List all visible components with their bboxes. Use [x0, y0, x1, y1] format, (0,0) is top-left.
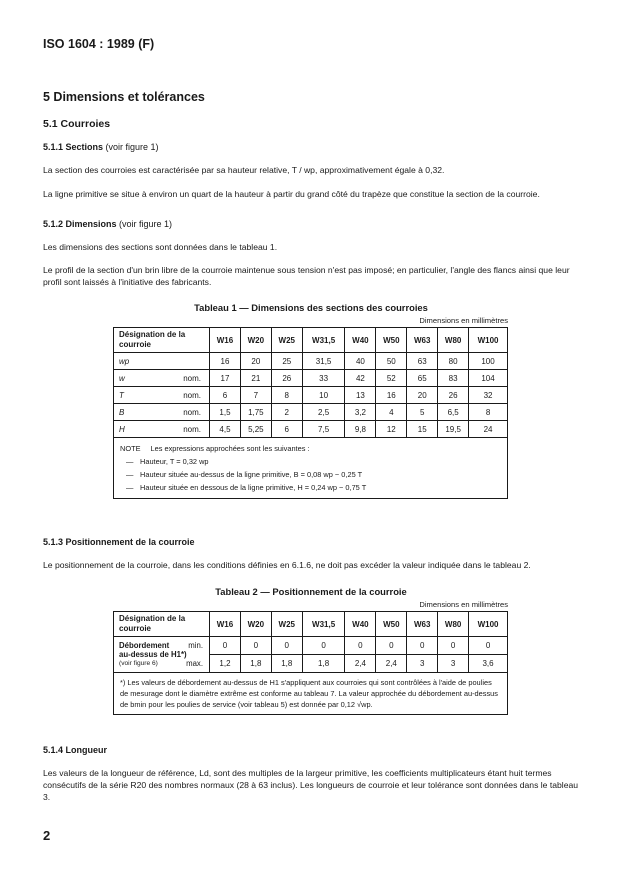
subsection-title: 5.1 Courroies: [43, 118, 111, 130]
row-symbol: B: [119, 407, 125, 417]
table-cell: 4: [376, 404, 407, 421]
table-cell: 32: [469, 387, 508, 404]
table-cell: 40: [345, 353, 376, 370]
row-symbol: w: [119, 373, 125, 383]
overflow-label: [114, 637, 210, 673]
table-footnote: *) Les valeurs de débordement au-dessus de H1 s'appliquent aux courroies qui sont contrôlées à l'aide de poulies de mesurage dont le diamètre extrême est conforme au tableau 7. La valeur approchée du débordement au-dessus de bmin pour les poulies de service (voir tableau 5) est donnée par 0,12 √wp.: [114, 673, 508, 715]
row-suffix: nom.: [183, 390, 201, 400]
table-cell: 4,5: [210, 421, 241, 438]
paragraph: Les valeurs de la longueur de référence, Ld, sont des multiples de la largeur primitive, les coefficients multiplicateurs étant huit termes consécutifs de la série R20 des nombres normaux (28 à 63 inclus). Les longueurs de courroie et leur tolérance sont données dans le tableau 3.: [43, 768, 579, 802]
row-symbol: wp: [119, 356, 130, 366]
subsubsection-title: 5.1.3 Positionnement de la courroie: [43, 537, 195, 547]
column-header: W63: [407, 612, 438, 637]
column-header: W100: [469, 612, 508, 637]
table-cell: 15: [407, 421, 438, 438]
table-cell: 0: [240, 637, 271, 655]
row-label-ref: (voir figure 6): [119, 660, 158, 667]
table-cell: 31,5: [302, 353, 345, 370]
table-cell: 1,5: [210, 404, 241, 421]
table-cell: 1,8: [271, 655, 302, 673]
heading-text: 5.1.2 Dimensions: [43, 219, 117, 229]
table-row: [114, 421, 508, 438]
table-cell: 24: [469, 421, 508, 438]
column-header: W16: [210, 328, 241, 353]
table-cell: 104: [469, 370, 508, 387]
paragraph: Le profil de la section d'un brin libre de la courroie maintenue sous tension n'est pas imposé; en particulier, l'angle des flancs ainsi que leur profil sont laissés à l'initiative des fabricants.: [43, 265, 570, 287]
table-cell: 0: [438, 637, 469, 655]
table-cell: 65: [407, 370, 438, 387]
column-header: W40: [345, 328, 376, 353]
table-row: [114, 353, 508, 370]
column-header: W80: [438, 612, 469, 637]
note-intro-line: [120, 442, 501, 455]
table-cell: 5: [407, 404, 438, 421]
table-cell: 2,4: [376, 655, 407, 673]
row-symbol: H: [119, 424, 125, 434]
row-label: [114, 404, 210, 421]
designation-header: Désignation de la courroie: [114, 328, 210, 353]
row-suffix: nom.: [183, 373, 201, 383]
column-header: W25: [271, 612, 302, 637]
table-cell: 50: [376, 353, 407, 370]
table-cell: 1,2: [210, 655, 241, 673]
note-item-text: Hauteur située en dessous de la ligne primitive, H = 0,24 wp − 0,75 T: [140, 483, 367, 492]
table-cell: 12: [376, 421, 407, 438]
column-header: W31,5: [302, 612, 345, 637]
table-unit: Dimensions en millimètres: [419, 316, 508, 325]
table-cell: 3: [438, 655, 469, 673]
table-cell: 25: [271, 353, 302, 370]
table-row: [114, 370, 508, 387]
table-cell: 63: [407, 353, 438, 370]
note-item-text: Hauteur située au-dessus de la ligne primitive, B = 0,08 wp − 0,25 T: [140, 470, 363, 479]
note-item: — Hauteur, T = 0,32 wp: [126, 457, 209, 466]
table-cell: 20: [407, 387, 438, 404]
table-cell: 7,5: [302, 421, 345, 438]
heading-ref: (voir figure 1): [116, 219, 173, 229]
note-intro: Les expressions approchées sont les suivantes :: [150, 444, 310, 453]
table-cell: 0: [302, 637, 345, 655]
paragraph: La section des courroies est caractérisée par sa hauteur relative, T / wp, approximativement égale à 0,32.: [43, 165, 445, 175]
table-cell: 3: [407, 655, 438, 673]
row-label: [114, 421, 210, 438]
table-cell: 42: [345, 370, 376, 387]
column-header: W40: [345, 612, 376, 637]
table-cell: 2,4: [345, 655, 376, 673]
table-cell: 80: [438, 353, 469, 370]
paragraph: Les dimensions des sections sont données dans le tableau 1.: [43, 242, 278, 252]
row-label: [114, 387, 210, 404]
table-cell: 16: [376, 387, 407, 404]
heading-ref: (voir figure 1): [103, 142, 159, 152]
table-cell: 33: [302, 370, 345, 387]
table-cell: 6: [210, 387, 241, 404]
table-row: [114, 404, 508, 421]
note-item: — Hauteur située en dessous de la ligne primitive, H = 0,24 wp − 0,75 T: [126, 483, 367, 492]
table-caption: Tableau 1 — Dimensions des sections des courroies: [194, 302, 428, 313]
table-cell: 26: [271, 370, 302, 387]
table-cell: 2: [271, 404, 302, 421]
page-number: 2: [43, 828, 51, 843]
table-cell: 0: [210, 637, 241, 655]
paragraph: Le positionnement de la courroie, dans les conditions définies en 6.1.6, ne doit pas excéder la valeur indiquée dans le tableau 2.: [43, 560, 531, 570]
column-header: W80: [438, 328, 469, 353]
table-cell: 3,6: [469, 655, 508, 673]
column-header: W31,5: [302, 328, 345, 353]
subsubsection-title: 5.1.4 Longueur: [43, 745, 108, 755]
row-suffix: nom.: [183, 407, 201, 417]
note-item-text: Hauteur, T = 0,32 wp: [140, 457, 209, 466]
table-cell: 3,2: [345, 404, 376, 421]
column-header: W25: [271, 328, 302, 353]
table-cell: 1,8: [240, 655, 271, 673]
heading-text: 5.1.1 Sections: [43, 142, 104, 152]
row-symbol: T: [119, 390, 124, 400]
table-cell: 7: [240, 387, 271, 404]
table-caption: Tableau 2 — Positionnement de la courroie: [215, 586, 407, 597]
table-cell: 20: [240, 353, 271, 370]
subsubsection-title: [43, 142, 159, 152]
table-cell: 100: [469, 353, 508, 370]
dimensions-table: [113, 327, 508, 499]
max-label: max.: [186, 659, 203, 668]
column-header: W50: [376, 328, 407, 353]
designation-header: Désignation de la courroie: [114, 612, 210, 637]
paragraph: La ligne primitive se situe à environ un quart de la hauteur à partir du grand côté du trapèze que constitue la section de la courroie.: [43, 189, 540, 199]
table-cell: 6,5: [438, 404, 469, 421]
table-cell: 10: [302, 387, 345, 404]
table-cell: 2,5: [302, 404, 345, 421]
table-note: [114, 438, 508, 499]
table-cell: 0: [407, 637, 438, 655]
table-cell: 21: [240, 370, 271, 387]
table-row: [114, 387, 508, 404]
table-cell: 6: [271, 421, 302, 438]
table-cell: 17: [210, 370, 241, 387]
table-cell: 0: [469, 637, 508, 655]
table-cell: 16: [210, 353, 241, 370]
row-label: [114, 370, 210, 387]
table-cell: 0: [376, 637, 407, 655]
note-item: — Hauteur située au-dessus de la ligne primitive, B = 0,08 wp − 0,25 T: [126, 470, 363, 479]
column-header: W16: [210, 612, 241, 637]
table-cell: 0: [345, 637, 376, 655]
note-label: NOTE: [120, 444, 141, 453]
column-header: W100: [469, 328, 508, 353]
table-cell: 52: [376, 370, 407, 387]
table-cell: 1,8: [302, 655, 345, 673]
table-cell: 5,25: [240, 421, 271, 438]
table-cell: 13: [345, 387, 376, 404]
column-header: W20: [240, 612, 271, 637]
row-label-line: Débordement: [119, 641, 170, 650]
table-cell: 19,5: [438, 421, 469, 438]
row-label: [114, 353, 210, 370]
table-cell: 0: [271, 637, 302, 655]
table-cell: 83: [438, 370, 469, 387]
row-suffix: nom.: [183, 424, 201, 434]
table-cell: 8: [271, 387, 302, 404]
min-label: min.: [188, 641, 203, 650]
row-label-line: au-dessus de H1*): [119, 650, 187, 659]
table-unit: Dimensions en millimètres: [419, 600, 508, 609]
column-header: W20: [240, 328, 271, 353]
positioning-table: [113, 611, 508, 715]
table-cell: 8: [469, 404, 508, 421]
table-cell: 1,75: [240, 404, 271, 421]
column-header: W63: [407, 328, 438, 353]
table-cell: 9,8: [345, 421, 376, 438]
subsubsection-title: [43, 219, 172, 229]
column-header: W50: [376, 612, 407, 637]
table-cell: 26: [438, 387, 469, 404]
section-title: 5 Dimensions et tolérances: [43, 90, 205, 104]
document-header: ISO 1604 : 1989 (F): [43, 37, 155, 51]
